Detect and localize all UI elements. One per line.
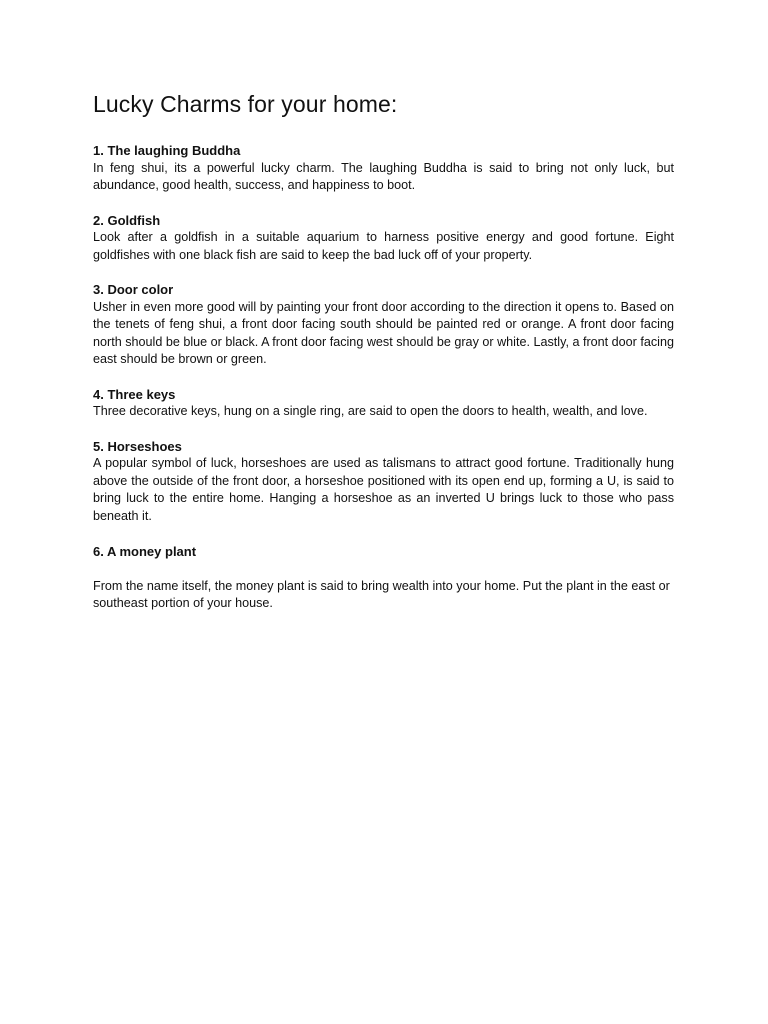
section-heading: 6. A money plant	[93, 544, 197, 559]
section-three-keys	[93, 386, 674, 421]
section-goldfish	[93, 212, 674, 265]
section-body: Usher in even more good will by painting your front door according to the direction it opens to. Based on the tenets of feng shui, a front door facing south should be painted red or orange. A front door facing north should be blue or black. A front door facing west should be gray or white. Lastly, a front door facing east should be brown or green.	[93, 299, 674, 366]
document-page	[93, 88, 674, 630]
section-body: In feng shui, its a powerful lucky charm. The laughing Buddha is said to bring not only luck, but abundance, good health, success, and happiness to boot.	[93, 160, 674, 192]
section-money-plant	[93, 543, 674, 613]
section-door-color	[93, 281, 674, 369]
section-heading: 1. The laughing Buddha	[93, 143, 241, 158]
section-heading: 2. Goldfish	[93, 212, 161, 228]
section-body: From the name itself, the money plant is said to bring wealth into your home. Put the plant in the east or southeast portion of your house.	[93, 578, 670, 610]
section-heading: 3. Door color	[93, 282, 174, 297]
document-title: Lucky Charms for your home:	[93, 91, 398, 117]
section-horseshoes	[93, 438, 674, 526]
section-body: A popular symbol of luck, horseshoes are used as talismans to attract good fortune. Traditionally hung above the outside of the front door, a horseshoe positioned with its open end up, forming a U, is said to bring luck to the entire home. Hanging a horseshoe as an inverted U brings luck to those who pass beneath it.	[93, 456, 674, 523]
section-body: Three decorative keys, hung on a single ring, are said to open the doors to health, wealth, and love.	[93, 404, 648, 418]
section-heading: 5. Horseshoes	[93, 438, 182, 454]
section-heading: 4. Three keys	[93, 386, 176, 402]
section-body: Look after a goldfish in a suitable aquarium to harness positive energy and good fortune. Eight goldfishes with one black fish are said to keep the bad luck off of your property.	[93, 230, 674, 262]
section-laughing-buddha	[93, 142, 674, 195]
